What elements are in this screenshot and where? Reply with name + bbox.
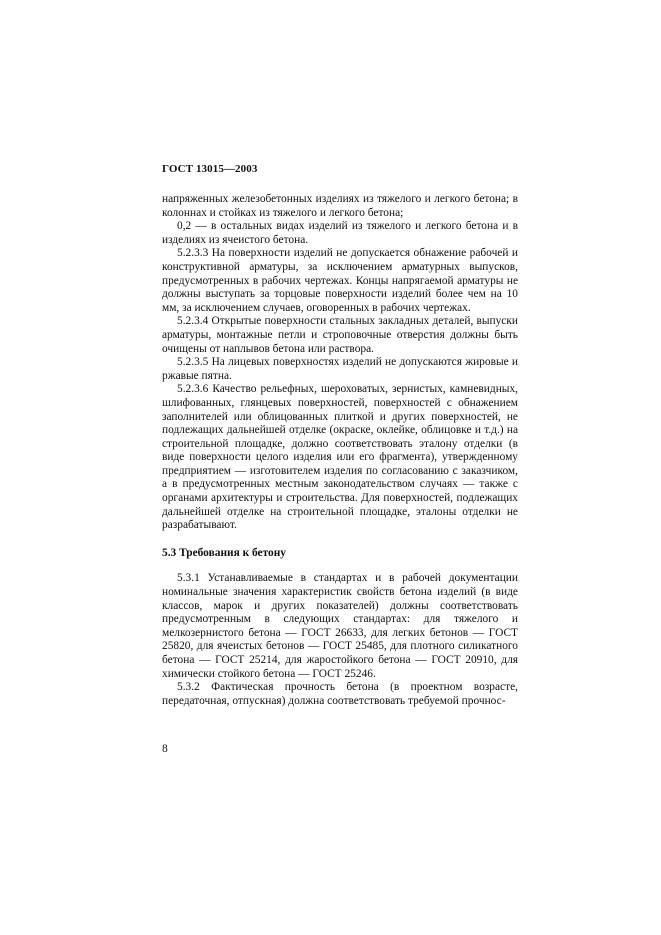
page-header: ГОСТ 13015—2003 [162, 163, 258, 175]
paragraph-5-2-3-4: 5.2.3.4 Открытые поверхности стальных закладных деталей, выпуски арматуры, монтажные петли и строповочные отверстия должны быть очищены от наплывов бетона или раствора. [162, 315, 518, 355]
paragraph-5-3-1: 5.3.1 Устанавливаемые в стандартах и в рабочей документации номинальные значения характеристик свойств бетона изделий (в виде классов, марок и других показателей) должны соответствовать предусмотренным в следующих стандартах: для тяжелого и мелкозернистого бетона — ГОСТ 26633, для легких бетонов — ГОСТ 25820, для ячеистых бетонов — ГОСТ 25485, для плотного силикатного бетона — ГОСТ 25214, для жаростойкого бетона — ГОСТ 20910, для химически стойкого бетона — ГОСТ 25246. [162, 572, 518, 680]
paragraph-0-2: 0,2 — в остальных видах изделий из тяжелого и легкого бетона и в изделиях из ячеистого бетона. [162, 220, 518, 246]
section-title-5-3: 5.3 Требования к бетону [162, 546, 286, 559]
paragraph-5-3-2: 5.3.2 Фактическая прочность бетона (в проектном возрасте, передаточная, отпускная) должна соответствовать требуемой прочнос- [162, 681, 518, 707]
paragraph-5-2-3-5: 5.2.3.5 На лицевых поверхностях изделий не допускаются жировые и ржавые пятна. [162, 356, 518, 382]
paragraph-5-2-3-6: 5.2.3.6 Качество рельефных, шероховатых, зернистых, камневидных, шлифованных, глянцевых поверхностей, поверхностей с обнажением заполнителей или облицованных плиткой и других поверхностей, не подлежащих дальнейшей отделке (окраске, оклейке, облицовке и т.д.) на строительной площадке, должно соответствовать эталону отделки (в виде поверхности целого изделия или его фрагмента), утвержденному предприятием — изготовителем изделия по согласованию с заказчиком, а в предусмотренных местным законодательством случаях — также с органами архитектуры и строительства. Для поверхностей, подлежащих дальнейшей отделке на строительной площадке, эталоны отделки не разрабатывают. [162, 383, 518, 532]
paragraph-5-2-3-3: 5.2.3.3 На поверхности изделий не допускается обнажение рабочей и конструктивной арматуры, за исключением арматурных выпусков, предусмотренных в рабочих чертежах. Концы напрягаемой арматуры не должны выступать за торцовые поверхности изделий более чем на 10 мм, за исключением случаев, оговоренных в рабочих чертежах. [162, 247, 518, 314]
document-body [162, 193, 518, 708]
paragraph-continuation: напряженных железобетонных изделиях из тяжелого и легкого бетона; в колоннах и стойках из тяжелого и легкого бетона; [162, 193, 518, 219]
page-number: 8 [162, 743, 168, 755]
